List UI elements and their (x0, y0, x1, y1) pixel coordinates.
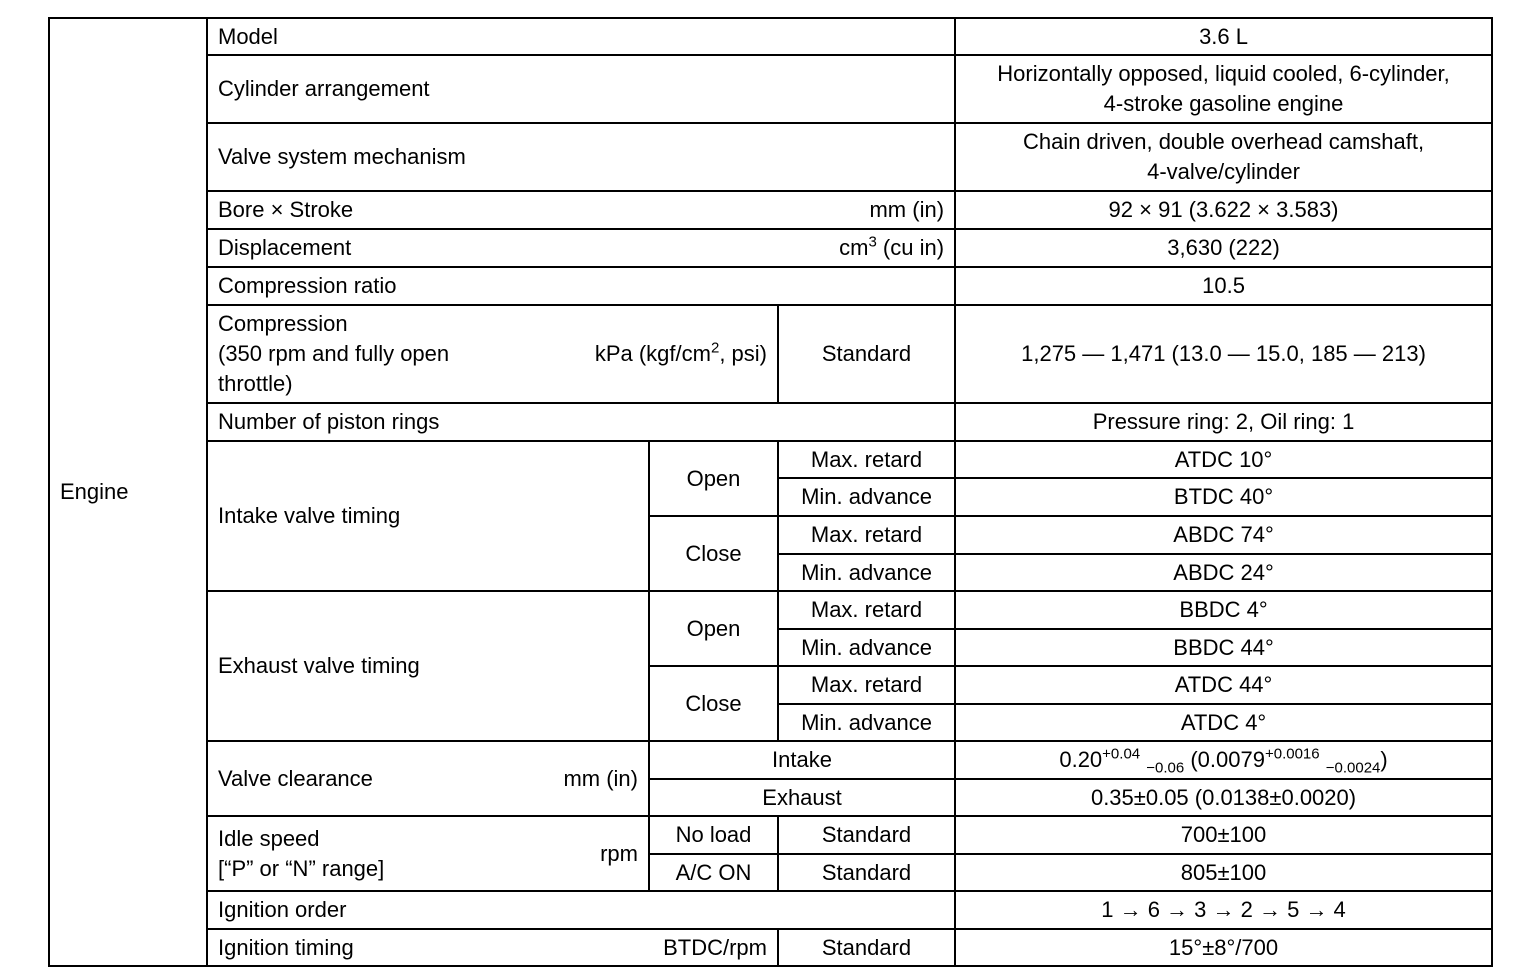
displacement-label-cell (207, 229, 955, 267)
idle-ac-on-condition: Standard (778, 854, 955, 891)
exhaust-open-label: Open (649, 591, 778, 666)
idle-speed-label-cell (207, 816, 649, 891)
compression-label-cell (207, 305, 778, 403)
bore-value: 92 × 91 (3.622 × 3.583) (955, 191, 1492, 229)
exhaust-timing-label: Exhaust valve timing (207, 591, 649, 741)
idle-no-load-value: 700±100 (955, 816, 1492, 854)
intake-clearance-in-suffix: ) (1380, 747, 1388, 772)
compression-unit-prefix: kPa (kgf/cm (594, 341, 711, 366)
compression-label-line2: (350 rpm and fully open (218, 341, 450, 366)
ignition-order-value: 1 → 6 → 3 → 2 → 5 → 4 (955, 891, 1492, 929)
intake-close-label: Close (649, 516, 778, 591)
exhaust-open-min-label: Min. advance (778, 629, 955, 666)
ignition-timing-unit: BTDC/rpm (663, 934, 767, 960)
row-valve-clearance-intake (49, 741, 1492, 779)
intake-open-label: Open (649, 441, 778, 516)
intake-open-max-label: Max. retard (778, 441, 955, 478)
idle-speed-label-line2: [“P” or “N” range] (218, 855, 385, 881)
displacement-unit (831, 233, 944, 263)
valve-clearance-label: Valve clearance (218, 765, 373, 791)
intake-clearance-sub: −0.06 (1146, 759, 1185, 777)
bore-label: Bore × Stroke (218, 197, 354, 222)
piston-rings-value: Pressure ring: 2, Oil ring: 1 (955, 403, 1492, 441)
intake-clearance-in-sup: +0.0016 (1264, 745, 1320, 763)
row-model (49, 18, 1492, 55)
exhaust-close-label: Close (649, 666, 778, 741)
compression-label-line3: throttle) (218, 371, 293, 396)
idle-ac-on-value: 805±100 (955, 854, 1492, 891)
intake-close-min-label: Min. advance (778, 554, 955, 591)
idle-speed-unit: rpm (600, 840, 638, 866)
row-bore-stroke (49, 191, 1492, 229)
intake-clearance-in-prefix: (0.0079 (1184, 747, 1265, 772)
intake-close-max-value: ABDC 74° (955, 516, 1492, 554)
model-label: Model (207, 18, 955, 55)
valve-clearance-label-cell (207, 741, 649, 816)
exhaust-open-max-value: BBDC 4° (955, 591, 1492, 629)
displacement-unit-sup: 3 (868, 233, 877, 251)
cylinder-value-line1: Horizontally opposed, liquid cooled, 6-cylinder, (997, 61, 1450, 86)
row-ignition-order (49, 891, 1492, 929)
exhaust-close-max-label: Max. retard (778, 666, 955, 704)
row-piston-rings (49, 403, 1492, 441)
intake-open-max-value: ATDC 10° (955, 441, 1492, 478)
idle-no-load-label: No load (649, 816, 778, 854)
valve-system-value-line2: 4-valve/cylinder (1147, 159, 1300, 184)
row-compression (49, 305, 1492, 403)
displacement-label: Displacement (218, 235, 352, 260)
ignition-timing-label: Ignition timing (218, 934, 354, 960)
compression-ratio-value: 10.5 (955, 267, 1492, 305)
bore-label-cell (207, 191, 955, 229)
compression-value: 1,275 — 1,471 (13.0 — 15.0, 185 — 213) (955, 305, 1492, 403)
valve-clearance-exhaust-label: Exhaust (649, 779, 955, 816)
intake-close-min-value: ABDC 24° (955, 554, 1492, 591)
ignition-timing-label-cell (207, 929, 778, 966)
valve-system-value (955, 123, 1492, 191)
valve-clearance-intake-label: Intake (649, 741, 955, 779)
compression-unit (587, 339, 767, 369)
row-compression-ratio (49, 267, 1492, 305)
compression-unit-sup: 2 (710, 339, 720, 357)
idle-no-load-condition: Standard (778, 816, 955, 854)
cylinder-value-line2: 4-stroke gasoline engine (1103, 91, 1344, 116)
intake-clearance-base: 0.20 (1059, 747, 1103, 772)
compression-label (218, 309, 449, 399)
row-intake-open-max (49, 441, 1492, 478)
displacement-value: 3,630 (222) (955, 229, 1492, 267)
intake-close-max-label: Max. retard (778, 516, 955, 554)
row-exhaust-open-max (49, 591, 1492, 629)
valve-clearance-unit: mm (in) (563, 765, 638, 791)
valve-system-label: Valve system mechanism (207, 123, 955, 191)
idle-ac-on-label: A/C ON (649, 854, 778, 891)
intake-timing-label: Intake valve timing (207, 441, 649, 591)
compression-unit-suffix: , psi) (719, 341, 767, 366)
displacement-unit-prefix: cm (839, 235, 869, 260)
exhaust-close-min-label: Min. advance (778, 704, 955, 741)
valve-clearance-intake-value (955, 741, 1492, 779)
exhaust-close-max-value: ATDC 44° (955, 666, 1492, 704)
row-valve-system (49, 123, 1492, 191)
cylinder-value (955, 55, 1492, 123)
row-displacement (49, 229, 1492, 267)
exhaust-close-min-value: ATDC 4° (955, 704, 1492, 741)
ignition-timing-value: 15°±8°/700 (955, 929, 1492, 966)
ignition-timing-condition: Standard (778, 929, 955, 966)
row-ignition-timing (49, 929, 1492, 966)
compression-ratio-label: Compression ratio (207, 267, 955, 305)
ignition-order-label: Ignition order (207, 891, 955, 929)
compression-condition: Standard (778, 305, 955, 403)
exhaust-open-max-label: Max. retard (778, 591, 955, 629)
displacement-unit-suffix: (cu in) (876, 235, 945, 260)
intake-open-min-label: Min. advance (778, 478, 955, 516)
intake-clearance-sup: +0.04 (1102, 745, 1141, 763)
valve-system-value-line1: Chain driven, double overhead camshaft, (1022, 129, 1425, 154)
engine-spec-table (48, 17, 1493, 967)
model-value: 3.6 L (955, 18, 1492, 55)
idle-speed-label (218, 824, 384, 884)
valve-clearance-exhaust-value: 0.35±0.05 (0.0138±0.0020) (955, 779, 1492, 816)
exhaust-open-min-value: BBDC 44° (955, 629, 1492, 666)
piston-rings-label: Number of piston rings (207, 403, 955, 441)
cylinder-label: Cylinder arrangement (207, 55, 955, 123)
idle-speed-label-line1: Idle speed (218, 825, 320, 851)
bore-unit: mm (in) (869, 197, 945, 222)
row-idle-no-load (49, 816, 1492, 854)
compression-label-line1: Compression (218, 311, 348, 336)
group-label-engine: Engine (49, 18, 207, 966)
intake-open-min-value: BTDC 40° (955, 478, 1492, 516)
intake-clearance-in-sub: −0.0024 (1325, 759, 1381, 777)
row-cylinder-arrangement (49, 55, 1492, 123)
